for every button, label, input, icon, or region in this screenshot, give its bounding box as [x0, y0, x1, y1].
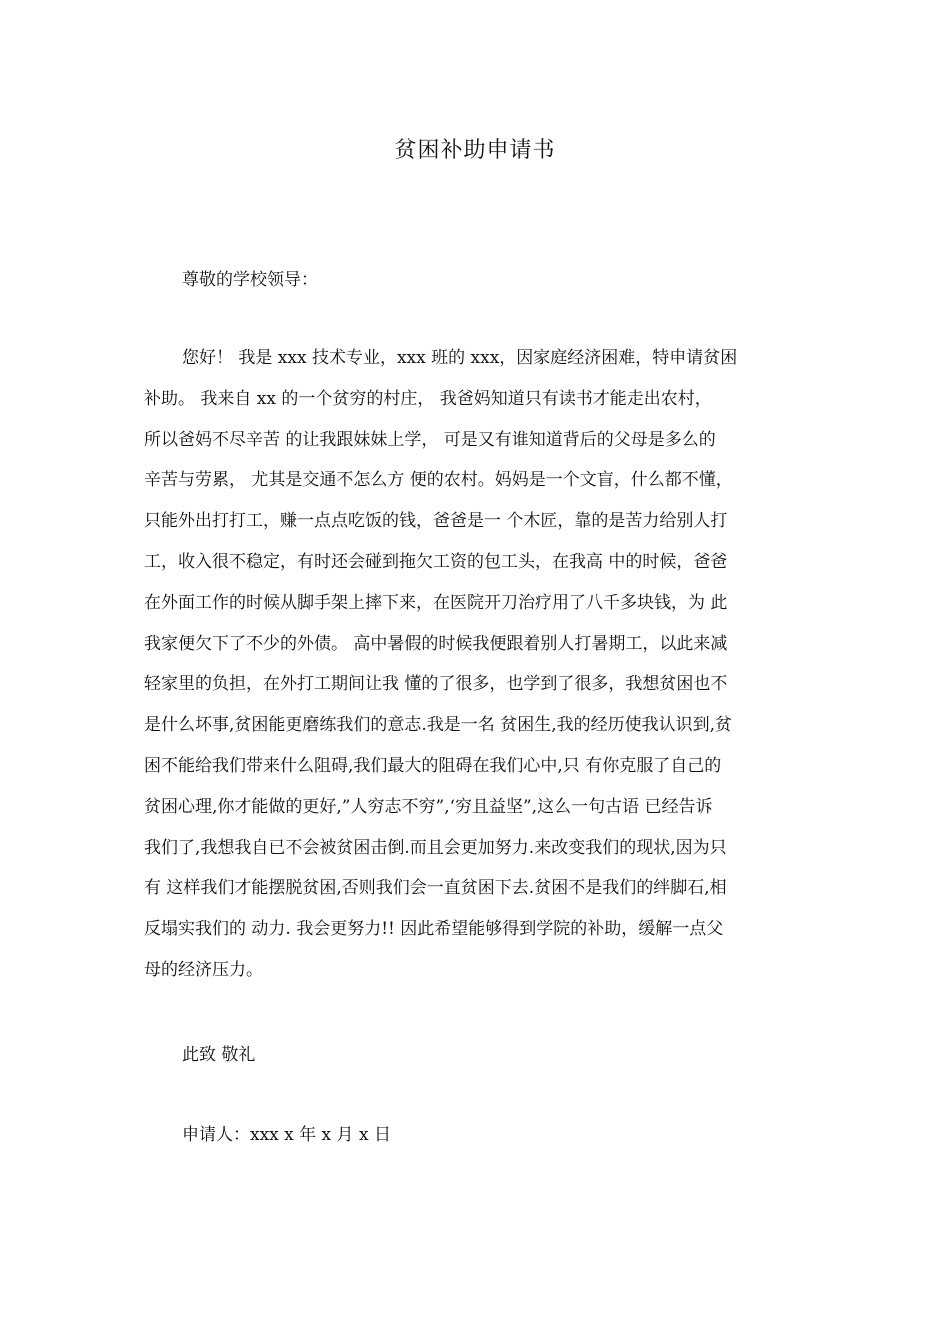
body-line: 辛苦与劳累， 尤其是交通不怎么方 便的农村。妈妈是一个文盲，什么都不懂， [144, 470, 733, 491]
body-line: 反塌实我们的 动力. 我会更努力!! 因此希望能够得到学院的补助，缓解一点父 [144, 919, 724, 940]
body-line: 有 这样我们才能摆脱贫困,否则我们会一直贫困下去.贫困不是我们的绊脚石,相 [144, 878, 727, 899]
body-line: 我们了,我想我自已不会被贫困击倒.而且会更加努力.来改变我们的现状,因为只 [144, 837, 727, 858]
body-line: 贫困心理,你才能做的更好,”人穷志不穷”,‘穷且益坚”,这么一句古语 已经告诉 [144, 796, 713, 817]
signature-line: 申请人：xxx x 年 x 月 x 日 [182, 1125, 391, 1145]
body-paragraph [144, 343, 809, 996]
body-line: 是什么坏事,贫困能更磨练我们的意志.我是一名 贫困生,我的经历使我认识到,贫 [144, 715, 733, 736]
body-line: 困不能给我们带来什么阻碍,我们最大的阻碍在我们心中,只 有你克服了自己的 [144, 755, 722, 776]
body-line: 在外面工作的时候从脚手架上摔下来，在医院开刀治疗用了八千多块钱，为 此 [144, 592, 728, 613]
body-line: 轻家里的负担，在外打工期间让我 懂的了很多，也学到了很多，我想贫困也不 [144, 674, 728, 695]
document-title: 贫困补助申请书 [394, 138, 556, 163]
body-line: 母的经济压力。 [144, 959, 263, 980]
body-line: 补助。 我来自 xx 的一个贫穷的村庄， 我爸妈知道只有读书才能走出农村， [144, 388, 712, 409]
body-line: 所以爸妈不尽辛苦 的让我跟妹妹上学， 可是又有谁知道背后的父母是多么的 [144, 429, 716, 450]
body-line: 您好！ 我是 xxx 技术专业，xxx 班的 xxx，因家庭经济困难，特申请贫困 [182, 348, 738, 368]
body-line: 只能外出打打工，赚一点点吃饭的钱，爸爸是一 个木匠，靠的是苦力给别人打 [144, 511, 728, 532]
closing-salute: 此致 敬礼 [182, 1045, 256, 1065]
salutation: 尊敬的学校领导： [182, 270, 318, 290]
body-line: 我家便欠下了不少的外债。 高中暑假的时候我便跟着别人打暑期工，以此来减 [144, 633, 728, 654]
body-line: 工，收入很不稳定，有时还会碰到拖欠工资的包工头，在我高 中的时候，爸爸 [144, 551, 728, 572]
